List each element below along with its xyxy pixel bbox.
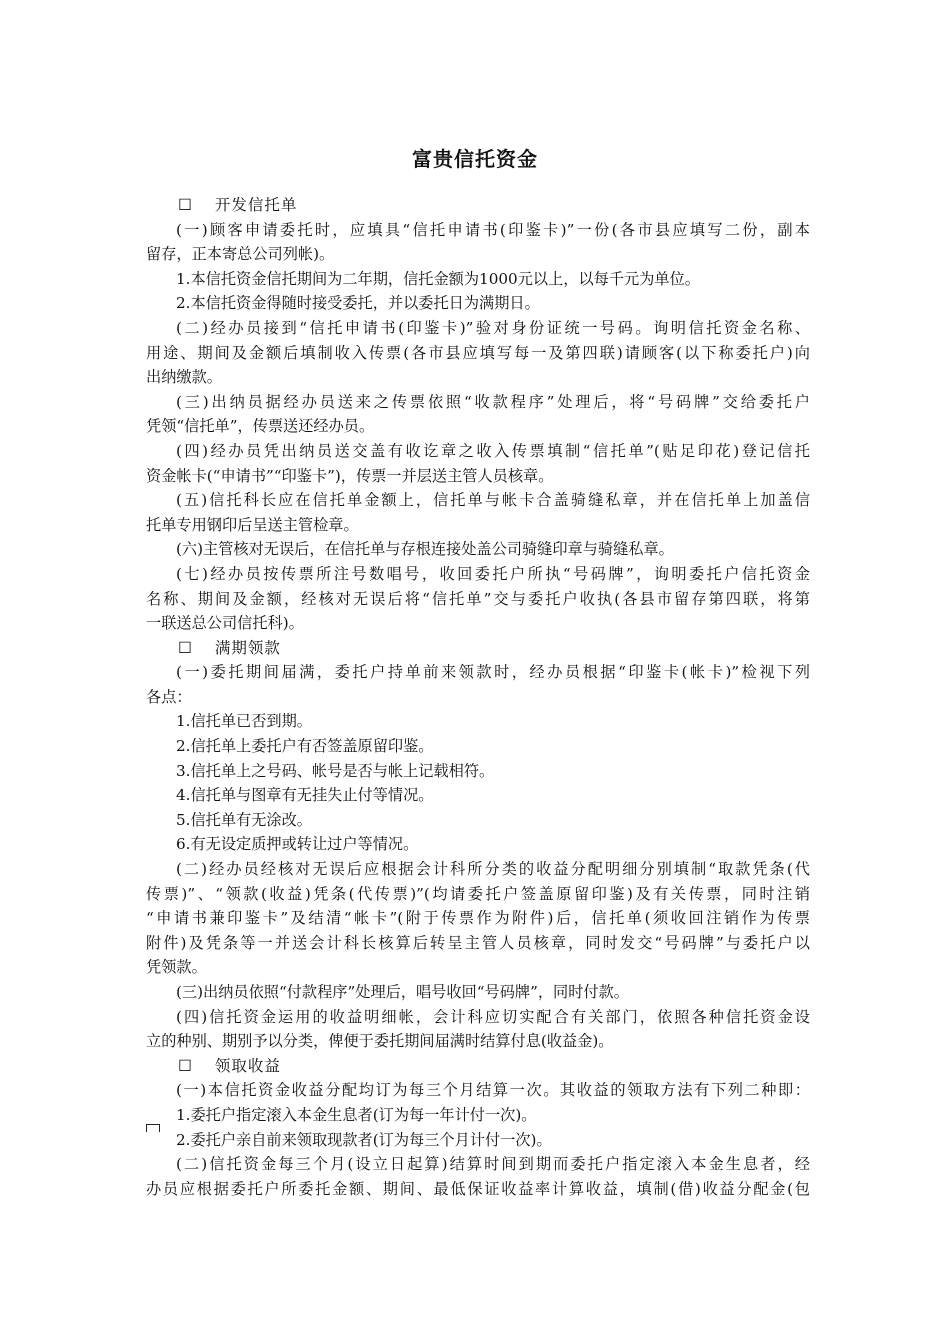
- section-heading-collect-income: [146, 1054, 810, 1079]
- paragraph-line: 名称、期间及金额，经核对无误后将“信托单”交与委托户收执(各县市留存第四联，将第: [146, 589, 810, 608]
- list-item: 2.本信托资金得随时接受委托，并以委托日为满期日。: [176, 294, 540, 313]
- paragraph-line: 用途、期间及金额后填制收入传票(各市县应填写每一及第四联)请顾客(以下称委托户)向: [146, 343, 810, 362]
- bracket-mark-icon: [146, 1124, 160, 1132]
- paragraph-line: 凭领“信托单”，传票送还经办员。: [146, 417, 375, 436]
- paragraph-line: 办员应根据委托户所委托金额、期间、最低保证收益率计算收益，填制(借)收益分配金(包: [146, 1179, 810, 1198]
- paragraph-line: (四)信托资金运用的收益明细帐，会计科应切实配合有关部门，依照各种信托资金设: [176, 1007, 810, 1026]
- list-item: 2.信托单上委托户有否签盖原留印鉴。: [176, 737, 434, 756]
- section-title: 满期领款: [214, 638, 281, 657]
- section-title: 领取收益: [214, 1056, 281, 1075]
- paragraph-line: (一)顾客申请委托时，应填具“信托申请书(印鉴卡)”一份(各市县应填写二份，副本: [176, 220, 810, 239]
- list-item: 6.有无设定质押或转让过户等情况。: [176, 835, 419, 854]
- list-item: 1.信托单已否到期。: [176, 712, 312, 731]
- paragraph-line: 凭领款。: [146, 958, 207, 977]
- paragraph-line: 资金帐卡(“申请书”“印鉴卡”)，传票一并层送主管人员核章。: [146, 466, 554, 485]
- paragraph-line: 各点：: [146, 687, 192, 706]
- checkbox-icon: ☐: [178, 638, 193, 657]
- paragraph-line: 一联送总公司信托科)。: [146, 614, 304, 633]
- paragraph-line: (四)经办员凭出纳员送交盖有收讫章之收入传票填制“信托单”(贴足印花)登记信托: [176, 441, 810, 460]
- paragraph-line: 出纳缴款。: [146, 368, 222, 387]
- paragraph-line: (二)经办员经核对无误后应根据会计科所分类的收益分配明细分别填制“取款凭条(代: [176, 860, 810, 879]
- checkbox-icon: ☐: [178, 196, 193, 214]
- list-item: 1.委托户指定滚入本金生息者(订为每一年计付一次)。: [176, 1105, 537, 1124]
- section-title: 开发信托单: [214, 196, 298, 214]
- paragraph-line: 留存，正本寄总公司列帐)。: [146, 245, 335, 264]
- paragraph-line: “申请书兼印鉴卡”及结清“帐卡”(附于传票作为附件)后，信托单(须收回注销作为传票: [146, 909, 810, 928]
- paragraph-line: (一)本信托资金收益分配均订为每三个月结算一次。其收益的领取方法有下列二种即：: [176, 1081, 810, 1100]
- paragraph-line: (五)信托科长应在信托单金额上，信托单与帐卡合盖骑缝私章，并在信托单上加盖信: [176, 491, 810, 510]
- list-item: 4.信托单与图章有无挂失止付等情况。: [176, 786, 434, 805]
- list-item: 1.本信托资金信托期间为二年期，信托金额为1000元以上，以每千元为单位。: [176, 269, 700, 288]
- paragraph-line: 立的种别、期别予以分类，俾便于委托期间届满时结算付息(收益金)。: [146, 1032, 614, 1051]
- list-item: 3.信托单上之号码、帐号是否与帐上记载相符。: [176, 761, 495, 780]
- paragraph-line: (六)主管核对无误后，在信托单与存根连接处盖公司骑缝印章与骑缝私章。: [176, 540, 674, 559]
- paragraph-line: (七)经办员按传票所注号数唱号，收回委托户所执“号码牌”，询明委托户信托资金: [176, 564, 810, 583]
- paragraph-line: 附件)及凭条等一并送会计科长核算后转呈主管人员核章，同时发交“号码牌”与委托户以: [146, 933, 810, 952]
- paragraph-line: (三)出纳员据经办员送来之传票依照“收款程序”处理后，将“号码牌”交给委托户: [176, 392, 810, 411]
- checkbox-icon: ☐: [178, 1056, 193, 1075]
- list-item: 5.信托单有无涂改。: [176, 810, 312, 829]
- paragraph-line: (一)委托期间届满，委托户持单前来领款时，经办员根据“印鉴卡(帐卡)”检视下列: [176, 663, 810, 682]
- paragraph-line: (二)信托资金每三个月(设立日起算)结算时间到期而委托户指定滚入本金生息者，经: [176, 1155, 810, 1174]
- paragraph-line: 托单专用钢印后呈送主管检章。: [146, 515, 359, 534]
- paragraph-line: 传票)”、“领款(收益)凭条(代传票)”(均请委托户签盖原留印鉴)及有关传票，同时注销: [146, 884, 810, 903]
- section-heading-open-trust: [146, 193, 810, 218]
- paragraph-line: (三)出纳员依照“付款程序”处理后，唱号收回“号码牌”，同时付款。: [176, 983, 629, 1001]
- section-heading-maturity: [146, 636, 810, 661]
- paragraph-line: (二)经办员接到“信托申请书(印鉴卡)”验对身份证统一号码。询明信托资金名称、: [176, 318, 810, 337]
- document-title: 富贵信托资金: [412, 147, 538, 171]
- list-item: 2.委托户亲自前来领取现款者(订为每三个月计付一次)。: [176, 1130, 552, 1149]
- document-body: [146, 193, 810, 1201]
